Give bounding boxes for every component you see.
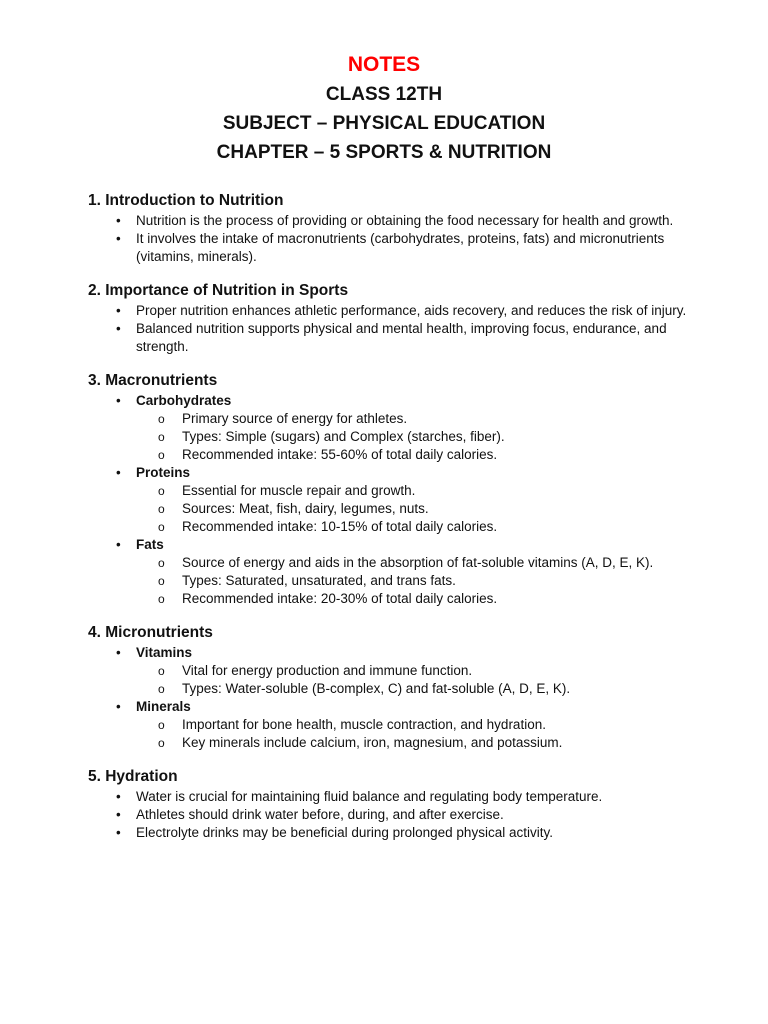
sub-item: o Types: Simple (sugars) and Complex (starches, fiber). (136, 428, 698, 446)
sub-list (136, 410, 698, 464)
bullet-list (88, 212, 698, 266)
bullet-group (88, 536, 698, 608)
bullet-group (88, 392, 698, 464)
document-body (88, 190, 698, 856)
sub-item: o Important for bone health, muscle contraction, and hydration. (136, 716, 698, 734)
group-label: Proteins (136, 465, 191, 480)
notes-title: NOTES (347, 53, 421, 76)
bullet-item: • Electrolyte drinks may be beneficial during prolonged physical activity. (88, 824, 698, 842)
bullet-item: • Balanced nutrition supports physical and mental health, improving focus, endurance, and strength. (88, 320, 698, 356)
group-label: Carbohydrates (136, 393, 232, 408)
bullet-group (88, 644, 698, 698)
sub-item: o Types: Water-soluble (B-complex, C) and fat-soluble (A, D, E, K). (136, 680, 698, 698)
section-macronutrients (88, 370, 698, 608)
section-title: 4. Micronutrients (88, 624, 213, 641)
sub-item: o Essential for muscle repair and growth. (136, 482, 698, 500)
sub-item: o Primary source of energy for athletes. (136, 410, 698, 428)
sub-item: o Recommended intake: 20-30% of total daily calories. (136, 590, 698, 608)
sub-item: o Recommended intake: 55-60% of total daily calories. (136, 446, 698, 464)
bullet-list (88, 302, 698, 356)
section-introduction (88, 190, 698, 266)
sub-item: o Source of energy and aids in the absorption of fat-soluble vitamins (A, D, E, K). (136, 554, 698, 572)
group-label: Fats (136, 537, 164, 552)
group-label: Minerals (136, 699, 191, 714)
sub-item: o Types: Saturated, unsaturated, and trans fats. (136, 572, 698, 590)
bullet-item: • Athletes should drink water before, during, and after exercise. (88, 806, 698, 824)
subject-title: SUBJECT – PHYSICAL EDUCATION (222, 113, 546, 134)
sub-item: o Recommended intake: 10-15% of total daily calories. (136, 518, 698, 536)
chapter-title: CHAPTER – 5 SPORTS & NUTRITION (216, 142, 552, 163)
sub-list (136, 662, 698, 698)
bullet-item: • Nutrition is the process of providing or obtaining the food necessary for health and growth. (88, 212, 698, 230)
sub-item: o Vital for energy production and immune function. (136, 662, 698, 680)
section-title: 3. Macronutrients (88, 372, 218, 389)
bullet-list (88, 392, 698, 608)
sub-list (136, 554, 698, 608)
bullet-group (88, 464, 698, 536)
group-label: Vitamins (136, 645, 193, 660)
section-micronutrients (88, 622, 698, 752)
bullet-list (88, 644, 698, 752)
bullet-list (88, 788, 698, 842)
bullet-item: • It involves the intake of macronutrients (carbohydrates, proteins, fats) and micronutrients (vitamins, minerals). (88, 230, 698, 266)
sub-item: o Sources: Meat, fish, dairy, legumes, nuts. (136, 500, 698, 518)
document-header (0, 50, 768, 167)
sub-item: o Key minerals include calcium, iron, magnesium, and potassium. (136, 734, 698, 752)
section-hydration (88, 766, 698, 842)
bullet-item: • Proper nutrition enhances athletic performance, aids recovery, and reduces the risk of injury. (88, 302, 698, 320)
bullet-group (88, 698, 698, 752)
section-title: 1. Introduction to Nutrition (88, 192, 284, 209)
section-title: 5. Hydration (88, 768, 178, 785)
bullet-item: • Water is crucial for maintaining fluid balance and regulating body temperature. (88, 788, 698, 806)
section-title: 2. Importance of Nutrition in Sports (88, 282, 349, 299)
sub-list (136, 482, 698, 536)
sub-list (136, 716, 698, 752)
class-title: CLASS 12TH (325, 84, 443, 105)
section-importance (88, 280, 698, 356)
